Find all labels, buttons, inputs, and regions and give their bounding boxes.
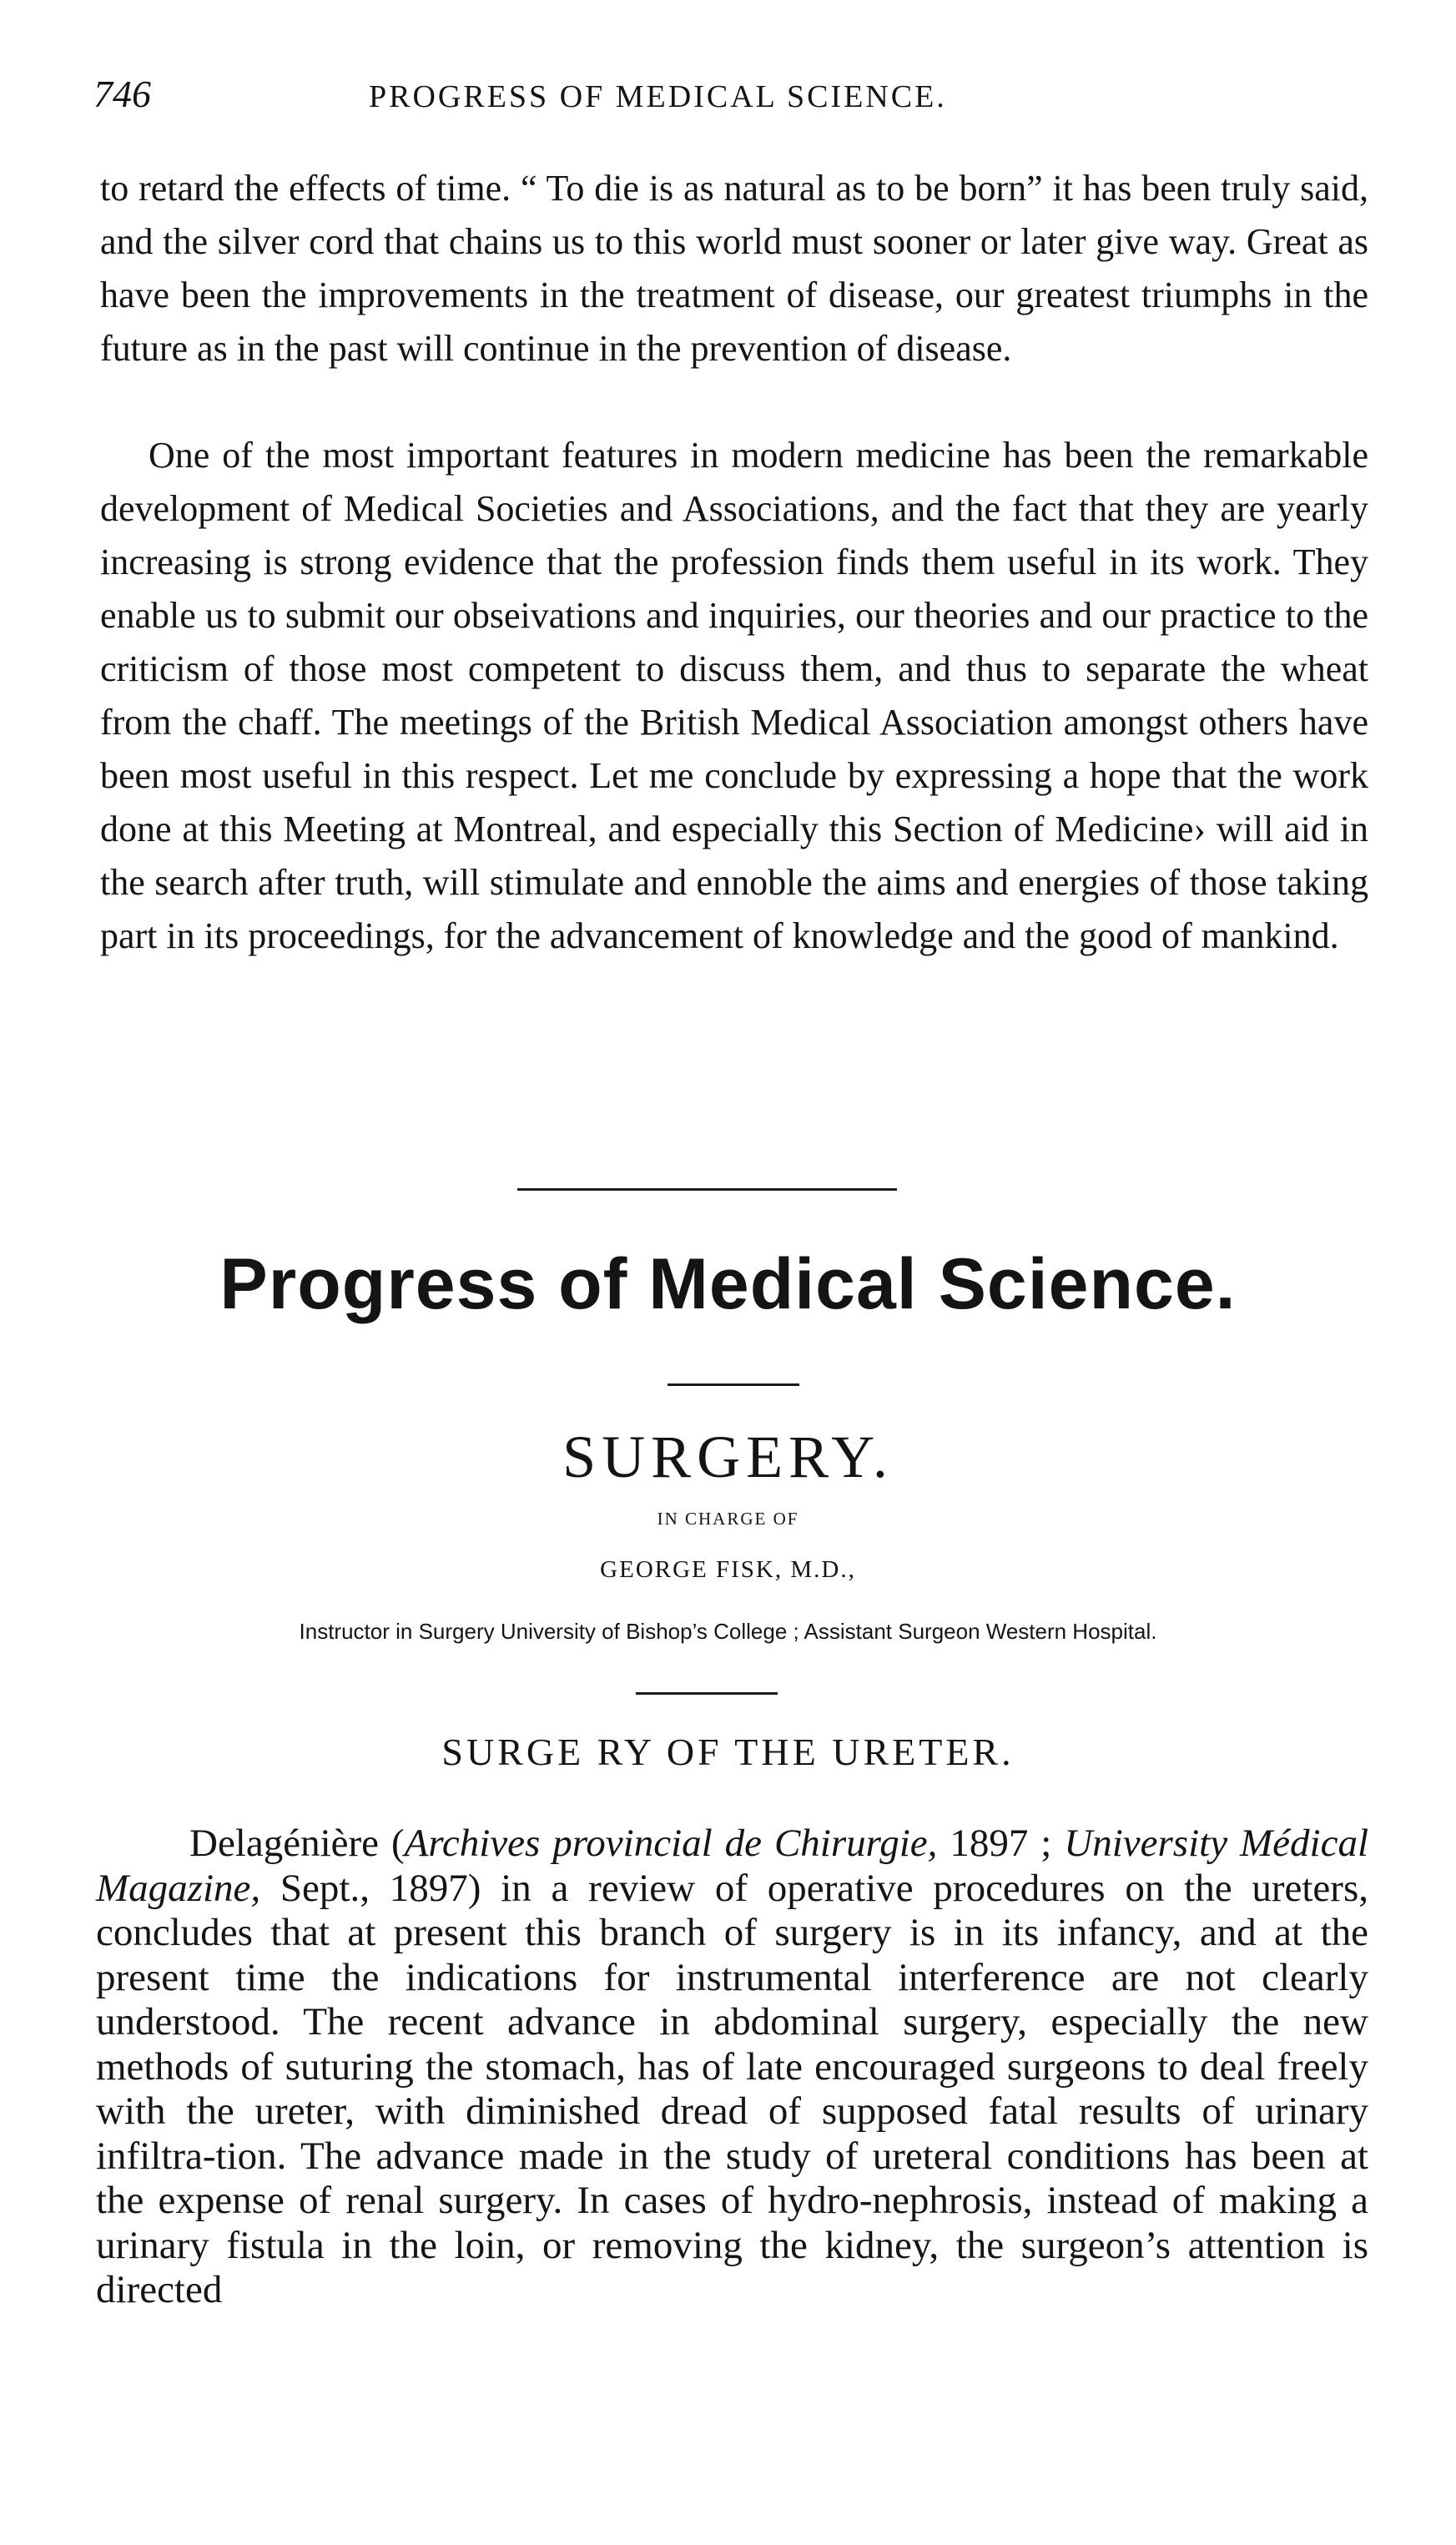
article-subheading: SURGE RY OF THE URETER. <box>441 1731 1015 1773</box>
section-divider-rule <box>517 1188 897 1191</box>
title-underline-rule <box>668 1383 799 1386</box>
article-text: Sept., 1897) in a review of operative procedures on the ureters, concludes that at present this branch of surgery is in its infancy, and at the present time the indications for instrumental interference are not clearly understood. The recent advance in abdominal surgery, especially the new methods of suturing the stomach, has of late encouraged surgeons to deal freely with the ureter, with diminished dread of supposed fatal results of urinary infiltra-tion. The advance made in the study of ureteral conditions has been at the expense of renal surgery. In cases of hydro-nephrosis, instead of making a urinary fistula in the loin, or removing the kidney, the surgeon’s attention is directed <box>96 1866 1368 2311</box>
article-body <box>96 1822 1368 2313</box>
intro-paragraph-2: One of the most important features in modern medicine has been the remarkable development of Medical Societies and Associations, and the fact that they are yearly increasing is strong evidence that the profession finds them useful in its work. They enable us to submit our obseivations and inquiries, our theories and our practice to the criticism of those most competent to discuss them, and thus to separate the wheat from the chaff. The meetings of the British Medical Association amongst others have been most useful in this respect. Let me conclude by expressing a hope that the work done at this Meeting at Montreal, and especially this Section of Medicine› will aid in the search after truth, will stimulate and ennoble the aims and energies of those taking part in its proceedings, for the advancement of knowledge and the good of mankind. <box>100 435 1368 956</box>
in-charge-label: IN CHARGE OF <box>657 1509 799 1529</box>
page-number: 746 <box>93 73 151 115</box>
section-title: Progress of Medical Science. <box>219 1244 1237 1324</box>
surgery-heading: SURGERY. <box>562 1424 894 1490</box>
intro-paragraph-1: to retard the effects of time. “ To die is as natural as to be born” it has been truly said, and the silver cord that chains us to this world must sooner or later give way. Great as have been the improvements in the treatment of disease, our greatest triumphs in the future as in the past will continue in the prevention of disease. <box>100 168 1368 369</box>
source-year-1: 1897 ; <box>937 1822 1065 1865</box>
running-title: PROGRESS OF MEDICAL SCIENCE. <box>369 79 947 114</box>
subheading-rule <box>636 1692 778 1695</box>
source-journal-2: University Médical Magazine, <box>96 1822 1368 1910</box>
editor-affiliation: Instructor in Surgery University of Bishop’s College ; Assistant Surgeon Western Hospital. <box>299 1619 1157 1644</box>
source-journal-1: Archives provincial de Chirurgie, <box>404 1822 938 1865</box>
editor-name: GEORGE FISK, M.D., <box>600 1556 856 1583</box>
page-header <box>93 72 1366 130</box>
article-author: Delagénière ( <box>189 1822 405 1865</box>
